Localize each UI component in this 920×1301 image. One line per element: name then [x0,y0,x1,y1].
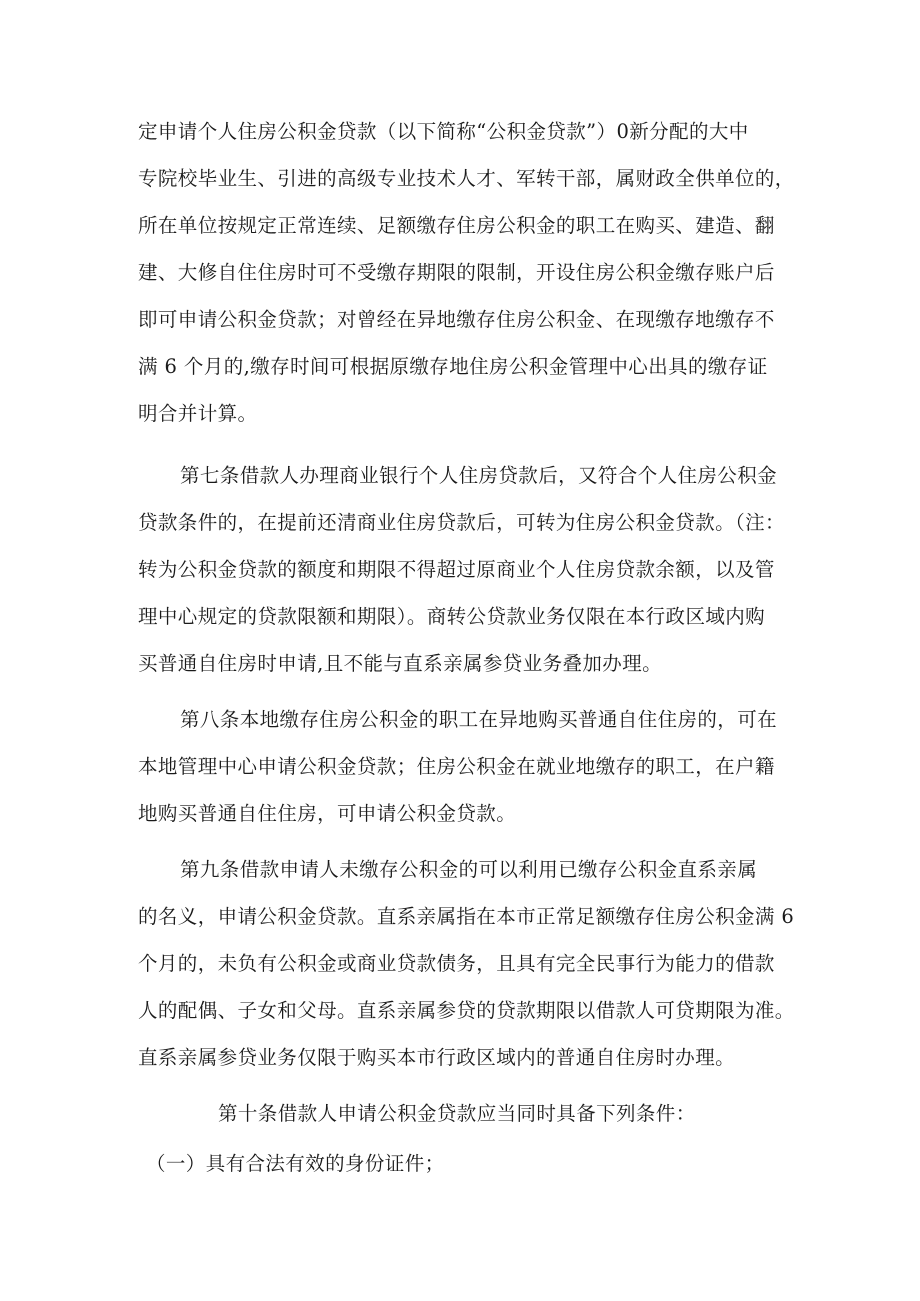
text-line: 贷款条件的，在提前还清商业住房贷款后，可转为住房公积金贷款。（注： [138,511,785,534]
text-line: 个月的，未负有公积金或商业贷款债务，且具有完全民事行为能力的借款 [138,952,775,975]
text-line: 人的配偶、子女和父母。直系亲属参贷的贷款期限以借款人可贷期限为准。 [138,999,795,1022]
text-line: 地购买普通自住住房，可申请公积金贷款。 [138,802,517,825]
text-line: 满 6 个月的,缴存时间可根据原缴存地住房公积金管理中心出具的缴存证 [138,355,768,378]
text-line: 定申请个人住房公积金贷款（以下简称“公积金贷款”）0新分配的大中 [138,120,749,143]
paragraph-article-8-start: 第八条本地缴存住房公积金的职工在异地购买普通自住住房的，可在 [180,708,778,731]
paragraph-article-10: 第十条借款人申请公积金贷款应当同时具备下列条件： [218,1102,696,1125]
text-line: 建、大修自住住房时可不受缴存期限的限制，开设住房公积金缴存账户后 [138,261,775,284]
text-line: 买普通自住房时申请,且不能与直系亲属参贷业务叠加办理。 [138,652,662,675]
list-item: （一）具有合法有效的身份证件； [146,1152,445,1175]
text-line: 即可申请公积金贷款；对曾经在异地缴存住房公积金、在现缴存地缴存不 [138,308,775,331]
text-line: 的名义，申请公积金贷款。直系亲属指在本市正常足额缴存住房公积金满 6 [138,905,795,928]
text-line: 直系亲属参贷业务仅限于购买本市行政区域内的普通自住房时办理。 [138,1046,736,1069]
text-line: 本地管理中心申请公积金贷款；住房公积金在就业地缴存的职工，在户籍 [138,755,775,778]
text-line: 专院校毕业生、引进的高级专业技术人才、军转干部，属财政全供单位的， [138,167,795,190]
text-line: 明合并计算。 [138,402,258,425]
text-line: 转为公积金贷款的额度和期限不得超过原商业个人住房贷款余额，以及管 [138,558,775,581]
paragraph-article-9-start: 第九条借款申请人未缴存公积金的可以利用已缴存公积金直系亲属 [180,858,758,881]
paragraph-article-7-start: 第七条借款人办理商业银行个人住房贷款后，又符合个人住房公积金 [180,464,778,487]
text-line: 所在单位按规定正常连续、足额缴存住房公积金的职工在购买、建造、翻 [138,214,775,237]
text-line: 理中心规定的贷款限额和期限）。商转公贷款业务仅限在本行政区域内购 [138,605,766,628]
